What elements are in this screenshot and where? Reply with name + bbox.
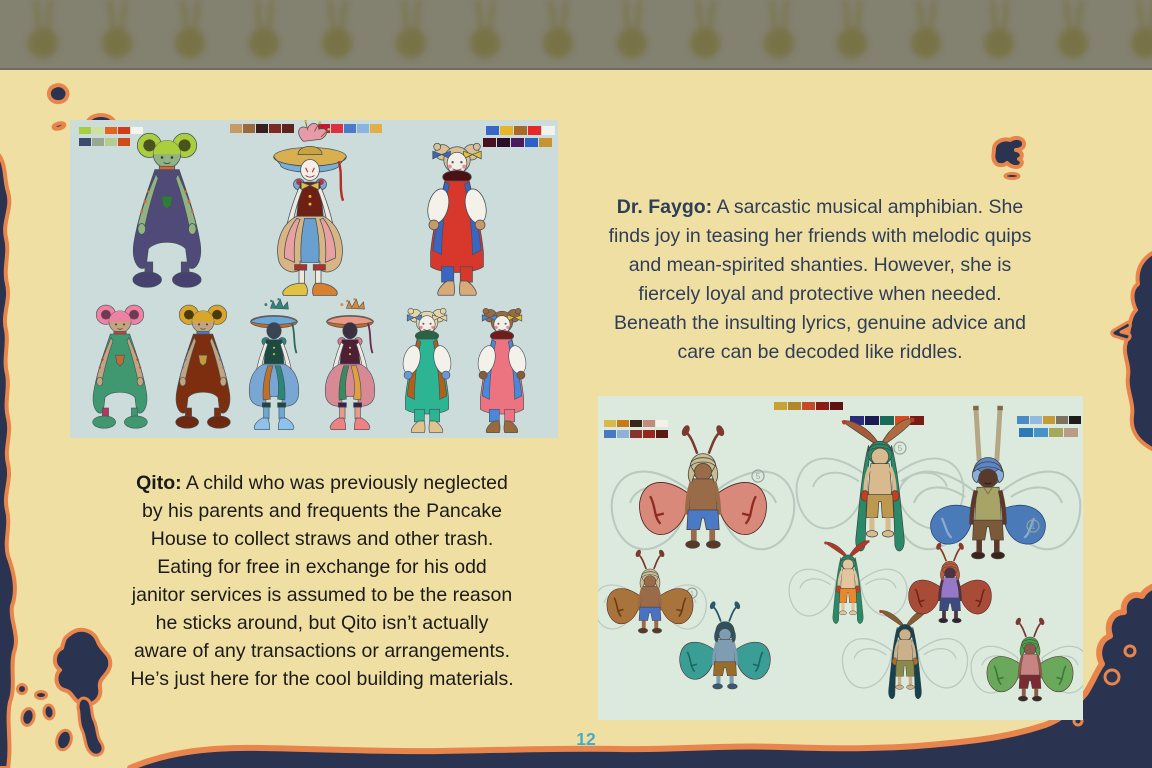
palette-swatch [604, 420, 616, 427]
palette-swatch [788, 402, 801, 410]
palette-swatch [79, 138, 91, 146]
qito-line: by his parents and frequents the Pancake [142, 500, 502, 522]
palette-swatch [865, 416, 879, 425]
qito-line: House to collect straws and other trash. [150, 528, 494, 550]
palette-swatch [118, 127, 130, 134]
palette-swatch [774, 402, 787, 410]
qito-name-label: Qito: [136, 472, 182, 494]
palette-swatch [92, 127, 104, 134]
palette-swatch [483, 138, 496, 147]
palette-swatch [331, 124, 343, 133]
palette-swatch [105, 138, 117, 146]
palette-swatch [131, 127, 143, 134]
palette-swatch [105, 127, 117, 134]
svg-text:5: 5 [755, 472, 761, 481]
svg-text:1: 1 [1030, 522, 1036, 531]
svg-text:1: 1 [690, 591, 694, 598]
palette-swatch [539, 138, 552, 147]
faygo-line: fiercely loyal and protective when needed. [638, 283, 1002, 305]
palette-swatch [1049, 428, 1063, 437]
faygo-line: Beneath the insulting lyrics, genuine advice and [614, 312, 1026, 334]
binder-bar [0, 0, 1152, 70]
palette-swatch [1069, 416, 1081, 424]
palette-swatch [1030, 416, 1042, 424]
palette-swatch [630, 420, 642, 427]
qito-line: He’s just here for the cool building materials. [130, 668, 514, 690]
palette-swatch [656, 430, 668, 438]
palette-swatch [617, 420, 629, 427]
palette-swatch [230, 124, 242, 133]
palette-swatch [118, 138, 130, 146]
palette-swatch [643, 430, 655, 438]
palette-swatch [1017, 416, 1029, 424]
palette-swatch [500, 126, 513, 135]
palette-swatch [1056, 416, 1068, 424]
palette-swatch [370, 124, 382, 133]
palette-swatch [630, 430, 642, 438]
faygo-line: care can be decoded like riddles. [677, 341, 963, 363]
palette-swatch [1019, 428, 1033, 437]
palette-swatch [92, 138, 104, 146]
qito-line: aware of any transactions or arrangements. [133, 640, 511, 662]
palette-swatch [269, 124, 281, 133]
palette-swatch [79, 127, 91, 134]
palette-swatch [1043, 416, 1055, 424]
svg-text:5: 5 [897, 444, 903, 453]
qito-character-sheet-image [70, 120, 558, 438]
faygo-line: Dr. Faygo: A sarcastic musical amphibian. She [616, 196, 1024, 218]
faygo-name-label: Dr. Faygo: [616, 196, 713, 218]
palette-swatch [256, 124, 268, 133]
palette-swatch [816, 402, 829, 410]
palette-swatch [1064, 428, 1078, 437]
palette-swatch [497, 138, 510, 147]
qito-line: he sticks around, but Qito isn’t actually [155, 612, 489, 634]
palette-swatch [830, 402, 843, 410]
qito-line: janitor services is assumed to be the reason [131, 584, 513, 606]
qito-line: Qito: A child who was previously neglected [136, 472, 508, 494]
palette-swatch [243, 124, 255, 133]
palette-swatch [604, 430, 616, 438]
palette-swatch [802, 402, 815, 410]
palette-swatch [1034, 428, 1048, 437]
qito-line: Eating for free in exchange for his odd [157, 556, 487, 578]
palette-swatch [656, 420, 668, 427]
palette-swatch [643, 420, 655, 427]
palette-swatch [542, 126, 555, 135]
palette-swatch [344, 124, 356, 133]
faygo-line: and mean-spirited shanties. However, she is [628, 254, 1012, 276]
palette-swatch [617, 430, 629, 438]
palette-swatch [525, 138, 538, 147]
palette-swatch [880, 416, 894, 425]
palette-swatch [357, 124, 369, 133]
qito-description [92, 469, 552, 693]
faygo-line: finds joy in teasing her friends with melodic quips [608, 225, 1032, 247]
faygo-character-sheet-image [598, 396, 1083, 720]
palette-swatch [511, 138, 524, 147]
faygo-description [570, 193, 1070, 367]
binder-strip [0, 0, 1152, 70]
page-number: 12 [576, 729, 596, 749]
palette-swatch [282, 124, 294, 133]
palette-swatch [514, 126, 527, 135]
palette-swatch [528, 126, 541, 135]
palette-swatch [486, 126, 499, 135]
